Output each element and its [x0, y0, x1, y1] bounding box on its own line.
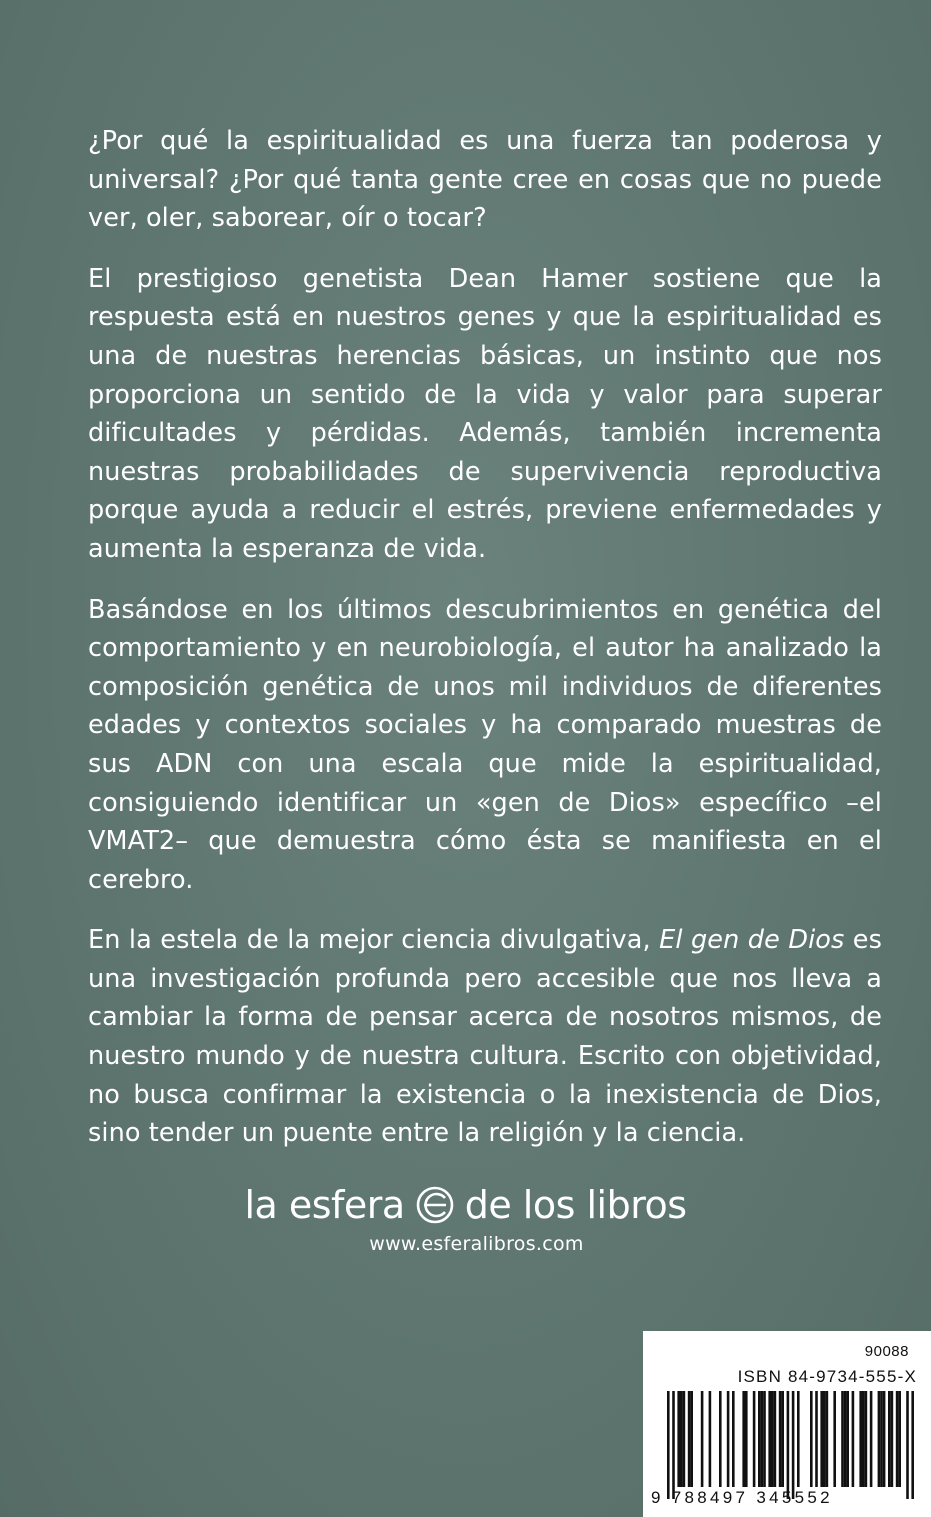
- barcode-bar: [781, 1391, 784, 1487]
- barcode-bar: [774, 1391, 777, 1487]
- blurb-paragraph-4-rest: es una investigación profunda pero accesible que nos lleva a cambiar la forma de pensar acerca de nosotros mismos, de nuestro mundo y de nuestra cultura. Escrito con objetividad, no busca confirmar la existencia o la inexistencia de Dios, sino tender un puente entre la religión y la ciencia.: [88, 925, 882, 1149]
- isbn-barcode-panel: [643, 1331, 931, 1517]
- barcode-bar: [844, 1391, 847, 1487]
- barcode-bar: [709, 1391, 712, 1487]
- price-code: 90088: [864, 1343, 909, 1360]
- barcode-bar: [690, 1391, 693, 1487]
- barcode-bar: [896, 1391, 899, 1487]
- blurb-paragraph-3: Basándose en los últimos descubrimientos en genética del comportamiento y en neurobiología, el autor ha analizado la composición genética de unos mil individuos de diferentes edades y contextos sociales y ha comparado muestras de sus ADN con una escala que mide la espiritualidad, consiguiendo identificar un «gen de Dios» específico –el VMAT2– que demuestra cómo ésta se manifiesta en el cerebro.: [88, 594, 882, 895]
- barcode-bar: [768, 1391, 771, 1487]
- barcode-bar: [732, 1391, 735, 1487]
- barcode-bar: [779, 1391, 782, 1487]
- publisher-logo: [244, 1183, 686, 1227]
- barcode-bar: [763, 1391, 766, 1487]
- publisher-imprint: [0, 1183, 931, 1255]
- barcode-bar: [880, 1391, 883, 1487]
- barcode-guard-bar: [792, 1391, 795, 1499]
- barcode-bar: [898, 1391, 901, 1487]
- barcode-bar: [888, 1391, 891, 1487]
- barcode-bar: [753, 1391, 756, 1487]
- barcode-guard-bar: [787, 1391, 790, 1499]
- barcode-bar: [823, 1391, 826, 1487]
- barcode-digits: 9 788497 345552: [651, 1488, 833, 1507]
- barcode-bar: [878, 1391, 881, 1487]
- barcode-bar: [745, 1391, 748, 1487]
- publisher-url: www.esferalibros.com: [369, 1233, 584, 1255]
- barcode-bar: [865, 1391, 868, 1487]
- barcode-bar: [815, 1391, 818, 1487]
- barcode-bar: [833, 1391, 836, 1487]
- barcode-bar: [701, 1391, 704, 1487]
- barcode-guard-bar: [667, 1391, 670, 1499]
- globe-e-icon: [415, 1185, 455, 1225]
- barcode-bar: [852, 1391, 855, 1487]
- barcode-bar: [727, 1391, 730, 1487]
- barcode-bar: [688, 1391, 691, 1487]
- blurb-paragraph-4: [88, 921, 882, 1153]
- barcode-bar: [846, 1391, 849, 1487]
- publisher-name-right: de los libros: [464, 1183, 687, 1227]
- barcode-bar: [826, 1391, 829, 1487]
- publisher-name-left: la esfera: [244, 1183, 405, 1227]
- barcode-bar: [771, 1391, 774, 1487]
- barcode-guard-bar: [911, 1391, 914, 1499]
- barcode-bar: [677, 1391, 680, 1487]
- barcode-bar: [859, 1391, 862, 1487]
- barcode-bar: [841, 1391, 844, 1487]
- barcode-guard-bar: [672, 1391, 675, 1499]
- barcode-bar: [883, 1391, 886, 1487]
- book-title-italic: El gen de Dios: [659, 925, 845, 956]
- barcode-guard-bar: [906, 1391, 909, 1499]
- barcode-bar: [742, 1391, 745, 1487]
- back-cover-blurb: [88, 122, 882, 1175]
- blurb-paragraph-4-intro: En la estela de la mejor ciencia divulgativa,: [88, 925, 660, 956]
- barcode-bar: [719, 1391, 722, 1487]
- isbn-label: ISBN 84-9734-555-X: [737, 1367, 917, 1386]
- blurb-paragraph-1: ¿Por qué la espiritualidad es una fuerza tan poderosa y universal? ¿Por qué tanta gente cree en cosas que no puede ver, oler, saborear, oír o tocar?: [88, 126, 882, 234]
- barcode-bar: [758, 1391, 761, 1487]
- barcode-bar: [810, 1391, 813, 1487]
- barcode-bar: [680, 1391, 683, 1487]
- barcode-bar: [820, 1391, 823, 1487]
- barcode-bar: [891, 1391, 894, 1487]
- barcode-bar: [683, 1391, 686, 1487]
- barcode-bar: [870, 1391, 873, 1487]
- barcode-bar: [797, 1391, 800, 1487]
- blurb-paragraph-2: El prestigioso genetista Dean Hamer sostiene que la respuesta está en nuestros genes y que la espiritualidad es una de nuestras herencias básicas, un instinto que nos proporciona un sentido de la vida y valor para superar dificultades y pérdidas. Además, también incrementa nuestras probabilidades de supervivencia reproductiva porque ayuda a reducir el estrés, previene enfermedades y aumenta la esperanza de vida.: [88, 263, 882, 564]
- barcode-bar: [761, 1391, 764, 1487]
- barcode-bar: [862, 1391, 865, 1487]
